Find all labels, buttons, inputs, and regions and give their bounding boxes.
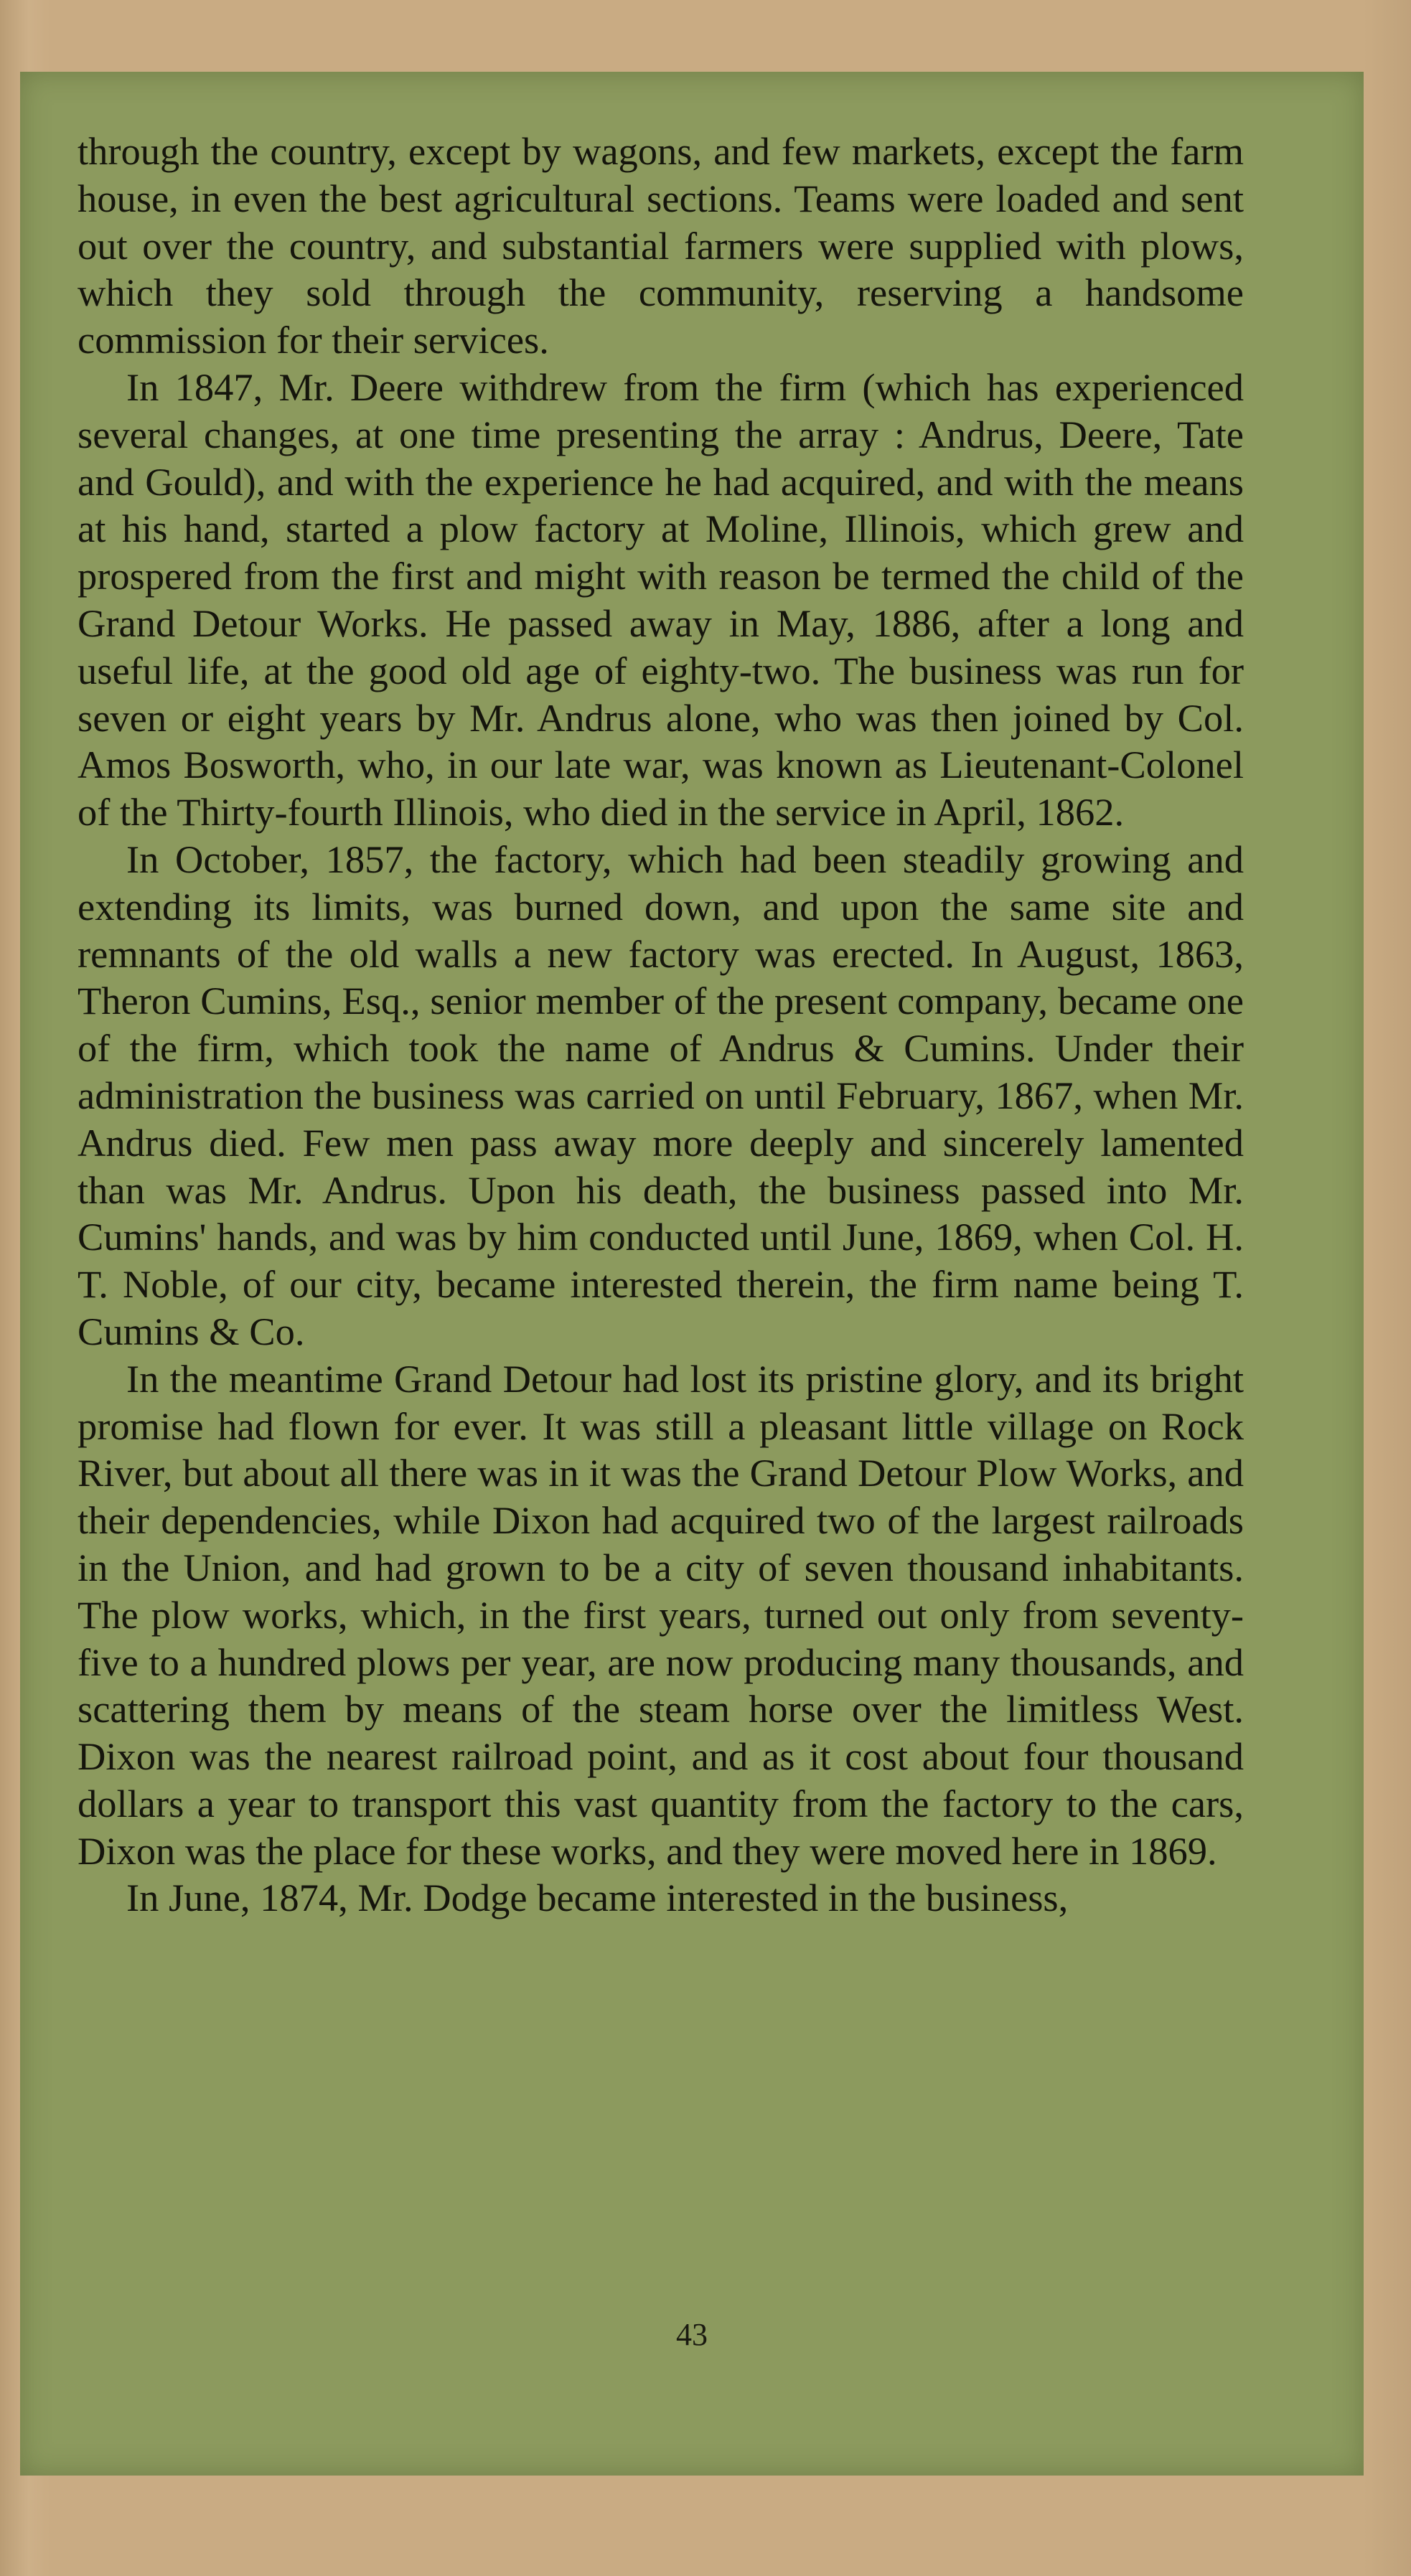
body-text — [78, 128, 1244, 1922]
paragraph-2: In 1847, Mr. Deere withdrew from the firm (which has experienced several changes, at one time presenting the array : Andrus, Deere, Tate and Gould), and with the experience he had acquired, and with the means at his hand, started a plow factory at Moline, Illinois, which grew and prospered from the first and might with reason be termed the child of the Grand Detour Works. He passed away in May, 1886, after a long and useful life, at the good old age of eighty-two. The business was run for seven or eight years by Mr. Andrus alone, who was then joined by Col. Amos Bosworth, who, in our late war, was known as Lieutenant-Colonel of the Thirty-fourth Illinois, who died in the service in April, 1862. — [78, 365, 1244, 835]
page-number: 43 — [676, 2317, 708, 2352]
paragraph-3: In October, 1857, the factory, which had been steadily growing and extending its limits, was burned down, and upon the same site and remnants of the old walls a new factory was erected. In August, 1863, Theron Cumins, Esq., senior member of the present company, became one of the firm, which took the name of Andrus & Cumins. Under their administration the business was carried on until February, 1867, when Mr. Andrus died. Few men pass away more deeply and sincerely lamented than was Mr. Andrus. Upon his death, the business passed into Mr. Cumins' hands, and was by him conducted until June, 1869, when Col. H. T. Noble, of our city, became interested therein, the firm name being T. Cumins & Co. — [78, 837, 1244, 1353]
paragraph-5: In June, 1874, Mr. Dodge became interested in the business, — [126, 1876, 1069, 1920]
book-page — [20, 72, 1364, 2476]
paragraph-1: through the country, except by wagons, and few markets, except the farm house, in even the best agricultural sections. Teams were loaded and sent out over the country, and substantial farmers were supplied with plows, which they sold through the community, reserving a handsome commission for their services. — [78, 129, 1244, 362]
paragraph-4: In the meantime Grand Detour had lost its pristine glory, and its bright promise had flown for ever. It was still a pleasant little village on Rock River, but about all there was in it was the Grand Detour Plow Works, and their dependencies, while Dixon had acquired two of the largest railroads in the Union, and had grown to be a city of seven thousand inhabitants. The plow works, which, in the first years, turned out only from seventy-five to a hundred plows per year, are now producing many thousands, and scattering them by means of the steam horse over the limitless West. Dixon was the nearest railroad point, and as it cost about four thousand dollars a year to transport this vast quantity from the factory to the cars, Dixon was the place for these works, and they were moved here in 1869. — [78, 1356, 1244, 1873]
